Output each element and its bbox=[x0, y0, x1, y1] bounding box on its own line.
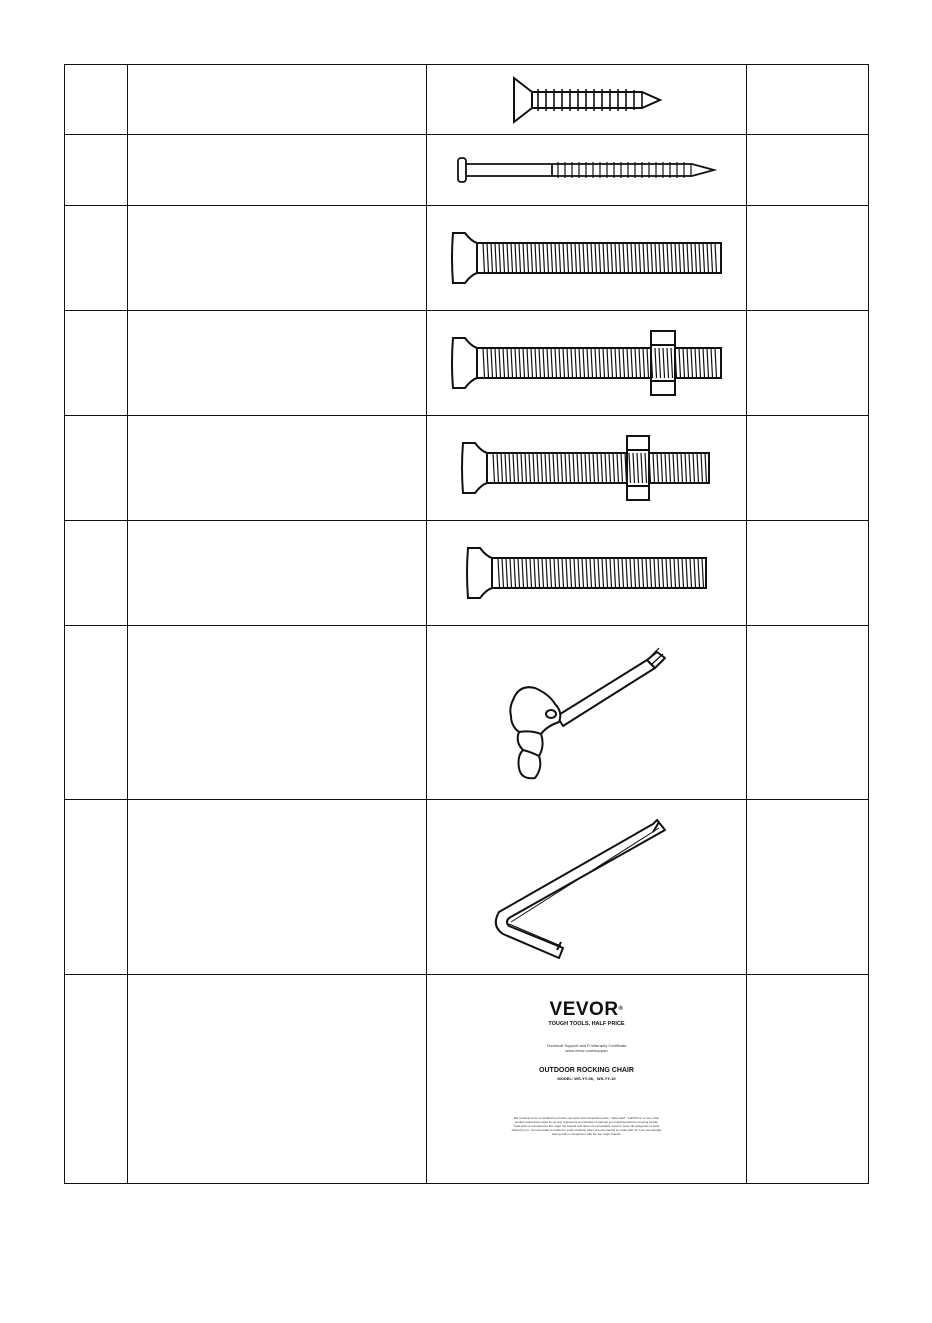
quantity-cell bbox=[747, 65, 868, 134]
t-handle-screwdriver-icon bbox=[497, 638, 677, 788]
part-number-cell bbox=[65, 521, 128, 625]
quantity-cell bbox=[747, 626, 868, 799]
table-row bbox=[65, 311, 868, 416]
support-url: www.vevor.com/support bbox=[565, 1048, 608, 1053]
part-number-cell bbox=[65, 626, 128, 799]
part-image-cell bbox=[427, 975, 747, 1183]
part-image-cell bbox=[427, 626, 747, 799]
quantity-cell bbox=[747, 416, 868, 520]
part-image-cell bbox=[427, 800, 747, 974]
part-number-cell bbox=[65, 135, 128, 205]
part-description-cell bbox=[128, 800, 427, 974]
part-number-cell bbox=[65, 416, 128, 520]
part-number-cell bbox=[65, 206, 128, 310]
hex-socket-bolt-with-nut-icon bbox=[447, 325, 727, 401]
part-description-cell bbox=[128, 65, 427, 134]
part-number-cell bbox=[65, 311, 128, 415]
part-number-cell bbox=[65, 65, 128, 134]
table-row bbox=[65, 65, 868, 135]
part-image-cell bbox=[427, 65, 747, 134]
table-row bbox=[65, 416, 868, 521]
quantity-cell bbox=[747, 521, 868, 625]
part-description-cell bbox=[128, 135, 427, 205]
instruction-manual-icon bbox=[507, 984, 667, 1174]
quantity-cell bbox=[747, 800, 868, 974]
part-image-cell bbox=[427, 311, 747, 415]
parts-list-table bbox=[64, 64, 869, 1184]
short-hex-socket-bolt-with-nut-icon bbox=[457, 430, 717, 506]
part-description-cell bbox=[128, 206, 427, 310]
table-row bbox=[65, 135, 868, 206]
part-image-cell bbox=[427, 206, 747, 310]
quantity-cell bbox=[747, 975, 868, 1183]
short-hex-socket-bolt-icon bbox=[462, 538, 712, 608]
quantity-cell bbox=[747, 206, 868, 310]
long-hex-socket-bolt-icon bbox=[447, 223, 727, 293]
table-row bbox=[65, 975, 868, 1183]
quantity-cell bbox=[747, 311, 868, 415]
brand-name: VEVOR bbox=[549, 999, 619, 1020]
countersunk-wood-screw-icon bbox=[502, 74, 672, 126]
product-name: OUTDOOR ROCKING CHAIR bbox=[539, 1067, 634, 1074]
part-image-cell bbox=[427, 416, 747, 520]
part-number-cell bbox=[65, 975, 128, 1183]
part-description-cell bbox=[128, 626, 427, 799]
table-row bbox=[65, 206, 868, 311]
brand-tagline: TOUGH TOOLS, HALF PRICE bbox=[548, 1021, 625, 1027]
part-number-cell bbox=[65, 800, 128, 974]
allen-key-icon bbox=[487, 812, 687, 962]
flat-head-lag-screw-icon bbox=[452, 152, 722, 188]
table-row bbox=[65, 800, 868, 975]
part-image-cell bbox=[427, 135, 747, 205]
support-text bbox=[547, 1043, 627, 1053]
quantity-cell bbox=[747, 135, 868, 205]
support-title: Technical Support and E-Warranty Certificate bbox=[546, 1043, 627, 1048]
disclaimer-text: We continue to be committed to provide you tools with competitive price. "Save Half", "Half Price" or any other similar expressions used by us only represents an estimate of savings you might benefit from buying certain tools with us compared to the major top brands and does not necessarily mean to cover all categories of tools offered by us. You are kindly reminded to verify carefully when you are placing an order with us if you are actually saving half in comparison with the top major brands. bbox=[511, 1116, 662, 1136]
part-description-cell bbox=[128, 416, 427, 520]
table-row bbox=[65, 626, 868, 800]
trademark-symbol: ® bbox=[618, 1006, 624, 1012]
table-row bbox=[65, 521, 868, 626]
part-description-cell bbox=[128, 975, 427, 1183]
model-number: MODEL: WS-YY-06、WS-YY-10 bbox=[557, 1076, 616, 1081]
part-description-cell bbox=[128, 311, 427, 415]
vevor-logo bbox=[550, 1000, 624, 1019]
part-image-cell bbox=[427, 521, 747, 625]
part-description-cell bbox=[128, 521, 427, 625]
